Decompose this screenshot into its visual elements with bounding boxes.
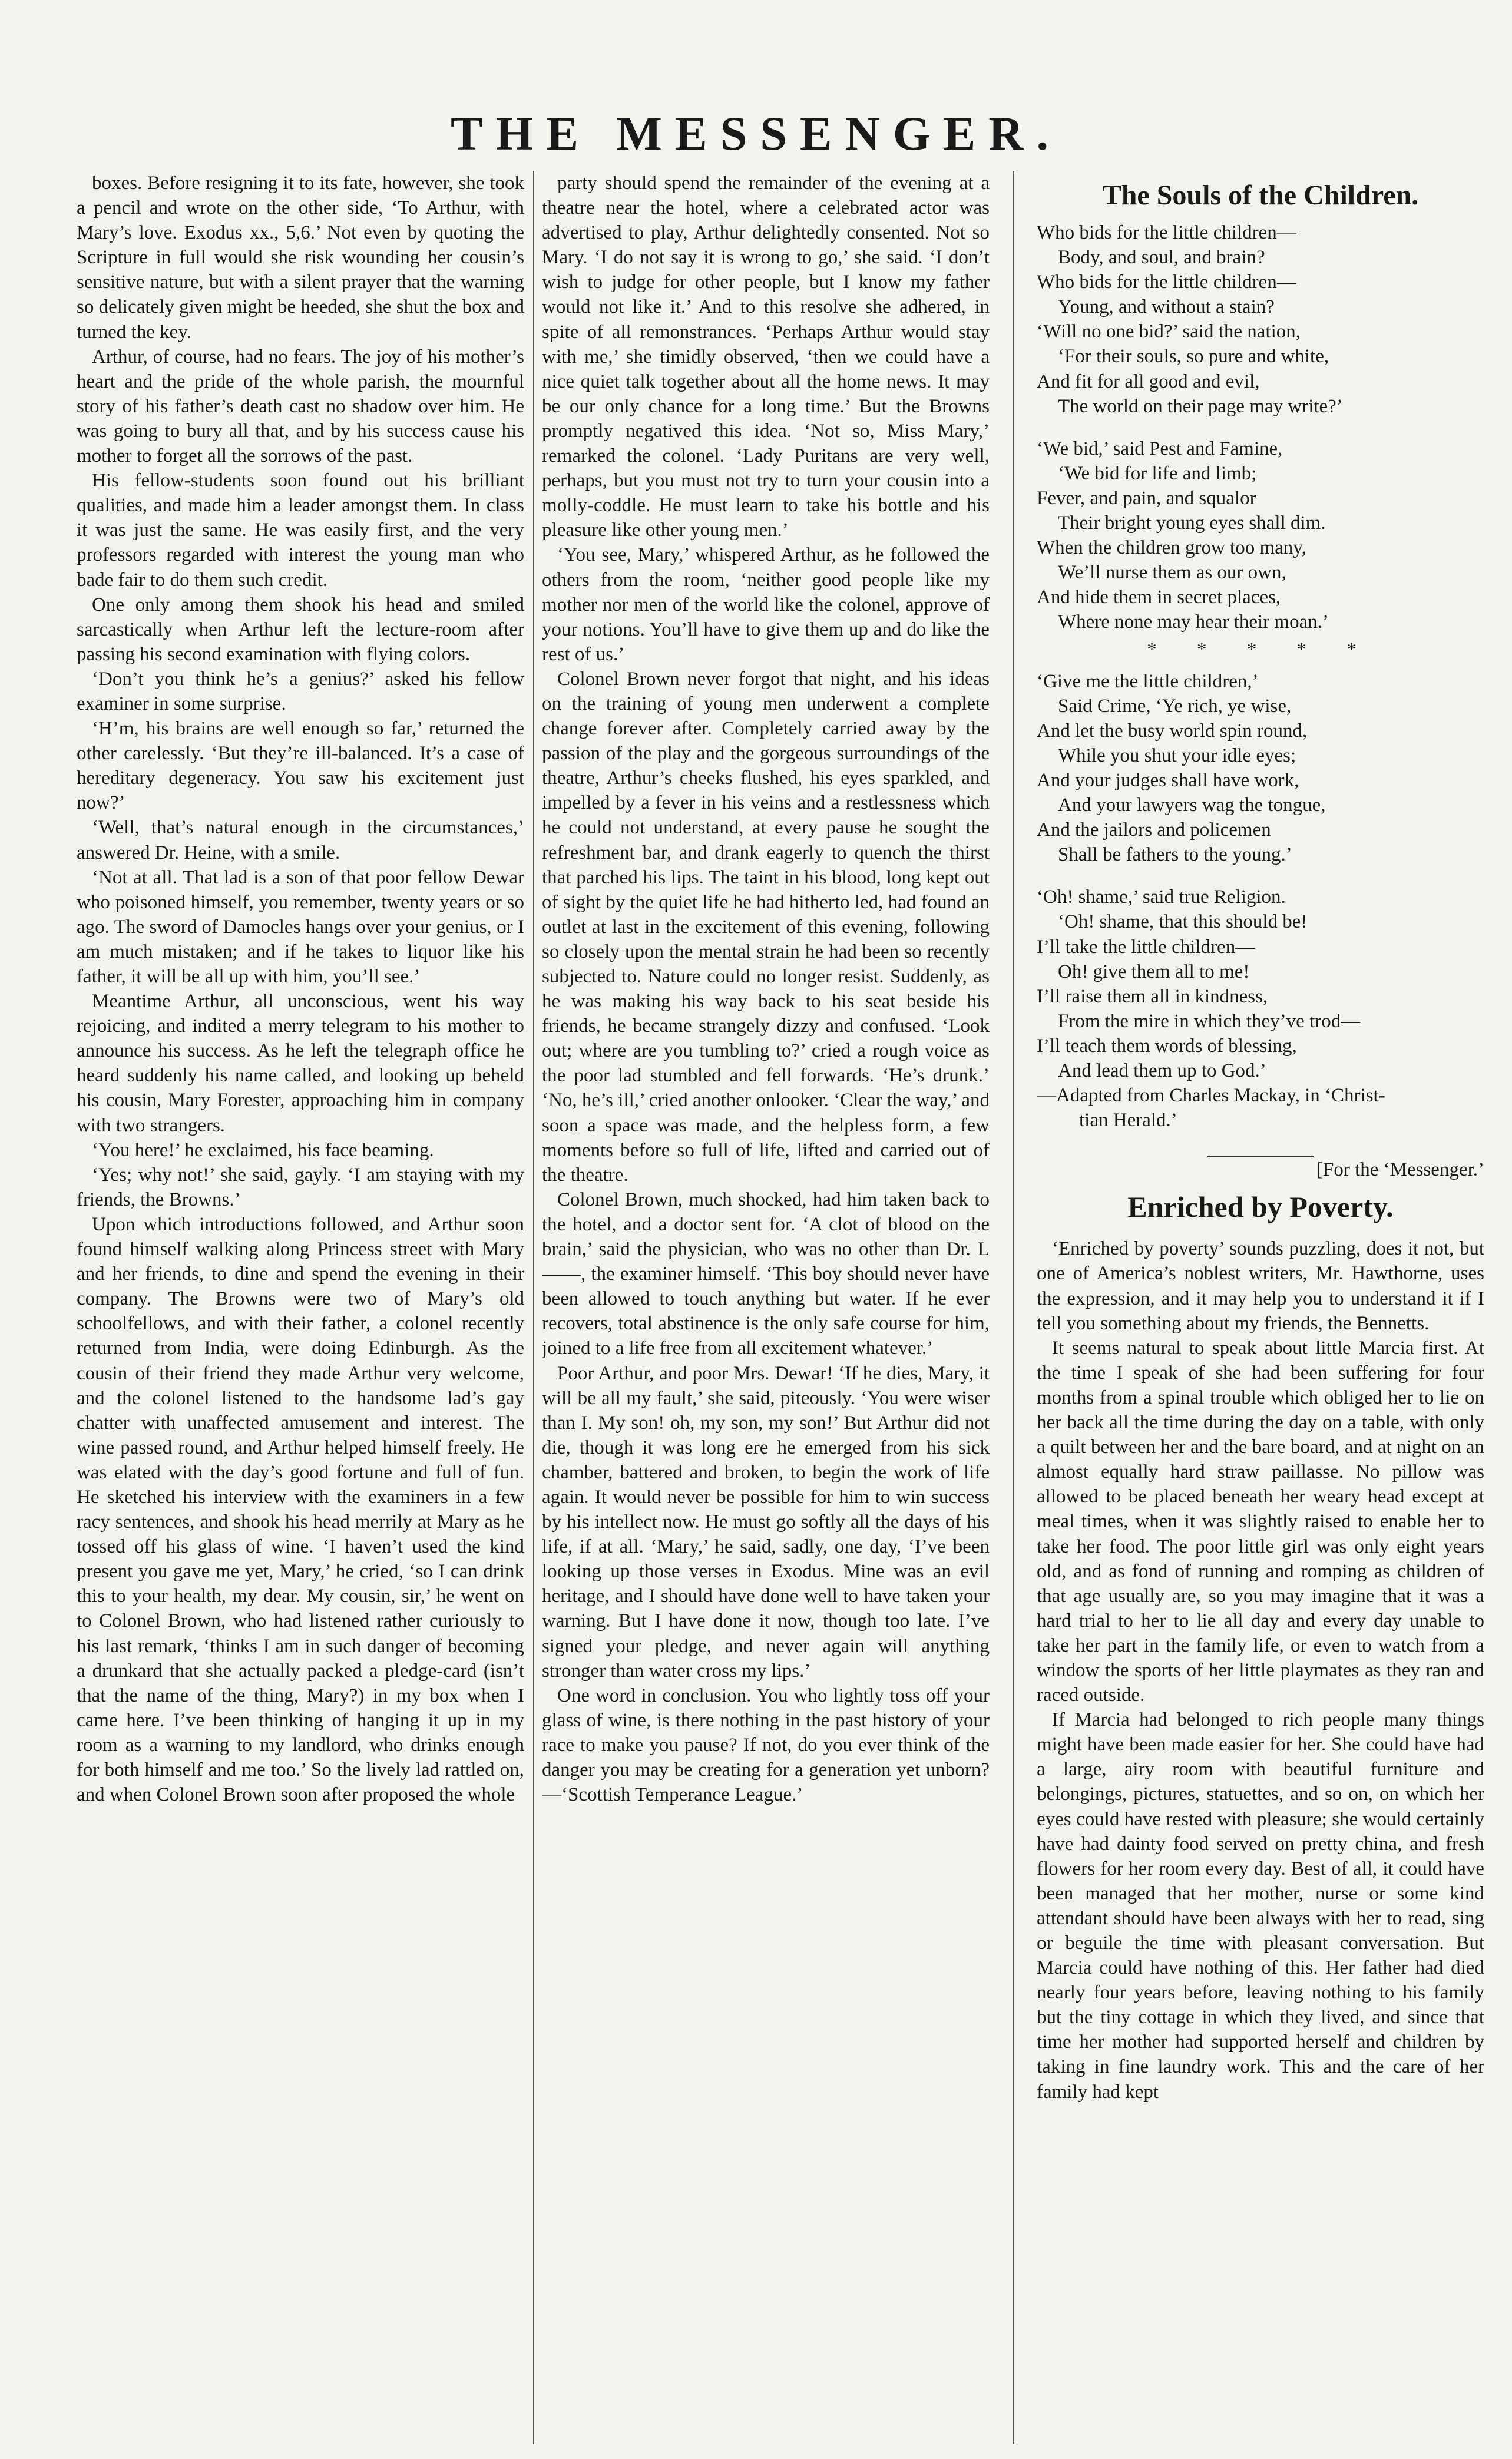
column-3: [1037, 171, 1484, 2444]
poem-line: And the jailors and policemen: [1037, 819, 1271, 841]
paragraph: It seems natural to speak about little Marcia first. At the time I speak of she had been suffering for four months from a spinal trouble which obliged her to lie on her back all the time during the day on a table, with only a quilt between her and the bare board, and at night on an almost equally hard straw paillasse. No pillow was allowed to be placed beneath her weary head except at meal times, when it was slightly raised to enable her to take her food. The poor little girl was only eight years old, and as fond of running and romping as children of that age usually are, so you may imagine that it was a hard trial to her to lie all day and every day unable to take her part in the family life, or even to watch from a window the sports of her little playmates as they ran and raced outside.: [1037, 1337, 1484, 1706]
article-title: Enriched by Poverty.: [1127, 1190, 1394, 1224]
poem-line: And let the busy world spin round,: [1037, 720, 1308, 742]
poem-line: ‘Give me the little children,’: [1037, 670, 1259, 692]
poem-line: ‘We bid for life and limb;: [1058, 462, 1257, 484]
column-rule: [533, 171, 534, 2444]
poem-stanza: [1037, 436, 1484, 635]
poem-line: And fit for all good and evil,: [1037, 370, 1260, 392]
paragraph: Meantime Arthur, all unconscious, went his way rejoicing, and indited a merry telegram to his mother to announce his success. As he left the telegraph office he heard suddenly his name called, and looking up beheld his cousin, Mary Forester, approaching him in company with two strangers.: [77, 991, 524, 1136]
paragraph: Arthur, of course, had no fears. The joy of his mother’s heart and the pride of the whole parish, the mournful story of his father’s death cast no shadow over him. He was going to bury all that, and by his success cause his mother to forget all the sorrows of the past.: [77, 346, 524, 467]
section-stars: * * * * *: [1147, 638, 1374, 660]
for-messenger-note: [For the ‘Messenger.’: [1316, 1159, 1484, 1181]
poem-line: ‘Oh! shame,’ said true Religion.: [1037, 886, 1286, 908]
poem-credit: —Adapted from Charles Mackay, in ‘Christ-: [1037, 1085, 1385, 1107]
paragraph: party should spend the remainder of the evening at a theatre near the hotel, where a celebrated actor was advertised to play, Arthur delightedly consented. Not so Mary. ‘I do not say it is wrong to go,’ she said. ‘I don’t wish to judge for other people, but I know my father would not like it.’ And to this resolve she adhered, in spite of all remonstrances. ‘Perhaps Arthur would stay with me,’ she timidly observed, ‘then we could have a nice quiet talk together about all the home news. It may be our only chance for a long time.’ But the Browns promptly negatived this idea. ‘Not so, Miss Mary,’ remarked the colonel. ‘Lady Puritans are very well, perhaps, but you must not try to turn your cousin into a molly-coddle. He must learn to take his bottle and his pleasure like other young men.’: [542, 173, 990, 541]
paragraph: ‘You here!’ he exclaimed, his face beaming.: [92, 1139, 434, 1161]
paragraph: One word in conclusion. You who lightly toss off your glass of wine, is there nothing in the past history of your race to make you pause? If not, do you ever think of the danger you may be creating for a generation yet unborn?—‘Scottish Temperance League.’: [542, 1684, 990, 1806]
poem-line: Body, and soul, and brain?: [1058, 247, 1265, 269]
poem-line: Said Crime, ‘Ye rich, ye wise,: [1058, 695, 1292, 717]
paragraph: His fellow-students soon found out his brilliant qualities, and made him a leader amongst them. In class it was just the same. He was easily first, and the very professors regarded with interest the young man who bade fair to do them such credit.: [77, 470, 524, 591]
poem-line: The world on their page may write?’: [1058, 395, 1343, 417]
poem-line: Where none may hear their moan.’: [1058, 611, 1329, 633]
poem-line: Who bids for the little children—: [1037, 272, 1296, 293]
poem-credit: tian Herald.’: [1079, 1110, 1177, 1131]
poem-line: We’ll nurse them as our own,: [1058, 562, 1286, 584]
poem-line: ‘Will no one bid?’ said the nation,: [1037, 321, 1301, 343]
poem-line: Oh! give them all to me!: [1058, 961, 1250, 982]
paragraph: One only among them shook his head and smiled sarcastically when Arthur left the lecture-room after passing his second examination with flying colors.: [77, 594, 524, 665]
paragraph: boxes. Before resigning it to its fate, however, she took a pencil and wrote on the other side, ‘To Arthur, with Mary’s love. Exodus xx., 5,6.’ Not even by quoting the Scripture in full would she risk wounding her cousin’s sensitive nature, but with a silent prayer that the warning so delicately given might be heeded, she shut the box and turned the key.: [77, 173, 524, 343]
paragraph: ‘Don’t you think he’s a genius?’ asked his fellow examiner in some surprise.: [77, 668, 524, 714]
paragraph: ‘H’m, his brains are well enough so far,’ returned the other carelessly. ‘But they’re ill-balanced. It’s a case of hereditary degeneracy. You saw his excitement just now?’: [77, 718, 524, 814]
paragraph: If Marcia had belonged to rich people many things might have been made easier for her. She could have had a large, airy room with beautiful furniture and belongings, pictures, statuettes, and so on, on which her eyes could have rested with pleasure; she would certainly have had dainty food served on pretty china, and fresh flowers for her room every day. Best of all, it could have been managed that her mother, nurse or some kind attendant should have been always with her to read, sing or beguile the time with pleasant conversation. But Marcia could have nothing of this. Her father had died nearly four years before, leaving nothing to his family but the tiny cottage in which they lived, and since that time her mother had supported herself and children by taking in fine laundry work. This and the care of her family had kept: [1037, 1709, 1484, 2103]
poem-stanza: [1037, 669, 1484, 868]
masthead: THE MESSENGER.: [450, 107, 1062, 160]
poem-line: Young, and without a stain?: [1058, 296, 1275, 318]
paragraph: ‘Not at all. That lad is a son of that poor fellow Dewar who poisoned himself, you remember, twenty years or so ago. The sword of Damocles hangs over your genius, or I am much mistaken; and if he takes to liquor like his father, it will be all up with him, you’ll see.’: [77, 866, 524, 987]
poem-line: And your judges shall have work,: [1037, 769, 1299, 791]
poem-line: Who bids for the little children—: [1037, 222, 1296, 243]
poem-line: Their bright young eyes shall dim.: [1058, 512, 1326, 534]
poem-line: From the mire in which they’ve trod—: [1058, 1010, 1361, 1032]
poem-line: Fever, and pain, and squalor: [1037, 487, 1256, 509]
poem-line: When the children grow too many,: [1037, 537, 1306, 559]
paragraph: Colonel Brown never forgot that night, and his ideas on the training of young men underwent a complete change forever after. Completely carried away by the passion of the play and the gorgeous surroundings of the theatre, Arthur’s cheeks flushed, his eyes sparkled, and impelled by a fever in his veins and a restlessness which he could not understand, at every pause he sought the refreshment bar, and drank eagerly to quench the thirst that parched his lips. The taint in his blood, long kept out of sight by the quiet life he had hitherto led, had found an outlet at last in the excitement of this evening, following so closely upon the mental strain he had been so recently subjected to. Nature could no longer resist. Suddenly, as he was making his way back to his seat beside his friends, he became strangely dizzy and confused. ‘Look out; where are you tumbling to?’ cried a rough voice as the poor lad stumbled and fell forwards. ‘He’s drunk.’ ‘No, he’s ill,’ cried another onlooker. ‘Clear the way,’ and soon a space was made, and the helpless form, a few moments before so full of life, lifted and carried out of the theatre.: [542, 668, 990, 1186]
column-rule: [1013, 171, 1014, 2444]
paragraph: ‘Enriched by poverty’ sounds puzzling, does it not, but one of America’s noblest writers, Mr. Hawthorne, uses the expression, and it may help you to understand it if I tell you something about my friends, the Bennetts.: [1037, 1238, 1484, 1334]
paragraph: Colonel Brown, much shocked, had him taken back to the hotel, and a doctor sent for. ‘A clot of blood on the brain,’ said the physician, who was no other than Dr. L——, the examiner himself. ‘This boy should never have been allowed to touch anything but water. If he ever recovers, total abstinence is the only safe course for him, joined to a life free from all excitement whatever.’: [542, 1189, 990, 1359]
paragraph: ‘You see, Mary,’ whispered Arthur, as he followed the others from the room, ‘neither good people like my mother nor men of the world like the colonel, approve of your notions. You’ll have to give them up and do like the rest of us.’: [542, 544, 990, 665]
paragraph: Poor Arthur, and poor Mrs. Dewar! ‘If he dies, Mary, it will be all my fault,’ she said, piteously. ‘You were wiser than I. My son! oh, my son, my son!’ But Arthur did not die, though it was long ere he emerged from his sick chamber, battered and broken, to begin the work of life again. It would never be possible for him to win success by his intellect now. He must go softly all the days of his life, if at all. ‘Mary,’ he said, sadly, one day, ‘I’ve been looking up those verses in Exodus. Mine was an evil heritage, and I should have done well to have taken your warning. But I have done it now, though too late. I’ve signed your pledge, and never again will anything stronger than water cross my lips.’: [542, 1362, 990, 1682]
poem-line: ‘For their souls, so pure and white,: [1058, 346, 1329, 368]
poem-line: And your lawyers wag the tongue,: [1058, 795, 1326, 816]
column-1: [77, 171, 524, 2444]
poem-line: ‘We bid,’ said Pest and Famine,: [1037, 438, 1283, 459]
poem-line: I’ll take the little children—: [1037, 936, 1255, 958]
column-2: [542, 171, 990, 2444]
paragraph: ‘Yes; why not!’ she said, gayly. ‘I am staying with my friends, the Browns.’: [77, 1164, 524, 1210]
poem-line: Shall be fathers to the young.’: [1058, 844, 1292, 866]
paragraph: Upon which introductions followed, and Arthur soon found himself walking along Princess street with Mary and her friends, to dine and spend the evening in their company. The Browns were two of Mary’s old schoolfellows, and with their father, a colonel recently returned from India, were doing Edinburgh. As the cousin of their friend they made Arthur very welcome, and the colonel listened to the handsome lad’s gay chatter with unaffected amusement and interest. The wine passed round, and Arthur helped himself freely. He was elated with the day’s good fortune and full of fun. He sketched his interview with the examiners in a few racy sentences, and shook his head merrily at Mary as he tossed off his glass of wine. ‘I haven’t used the kind present you gave me yet, Mary,’ he cried, ‘so I can drink this to your health, my dear. My cousin, sir,’ he went on to Colonel Brown, who had listened rather curiously to his last remark, ‘thinks I am in such danger of becoming a drunkard that she actually packed a pledge-card (isn’t that the name of the thing, Mary?) in my box when I came here. I’ve been thinking of hanging it up in my room as a warning to my landlord, who drinks enough for both himself and me too.’ So the lively lad rattled on, and when Colonel Brown soon after proposed the whole: [77, 1213, 524, 1806]
poem-title: The Souls of the Children.: [1102, 180, 1419, 211]
poem-line: And lead them up to God.’: [1058, 1060, 1266, 1081]
poem-line: And hide them in secret places,: [1037, 587, 1281, 608]
poem-line: I’ll teach them words of blessing,: [1037, 1035, 1297, 1057]
paragraph: ‘Well, that’s natural enough in the circumstances,’ answered Dr. Heine, with a smile.: [77, 817, 524, 863]
poem-stanza: [1037, 885, 1484, 1083]
poem-line: While you shut your idle eyes;: [1058, 744, 1296, 766]
poem-line: ‘Oh! shame, that this should be!: [1058, 911, 1308, 933]
poem-stanza: [1037, 220, 1484, 419]
poem-line: I’ll raise them all in kindness,: [1037, 985, 1268, 1007]
